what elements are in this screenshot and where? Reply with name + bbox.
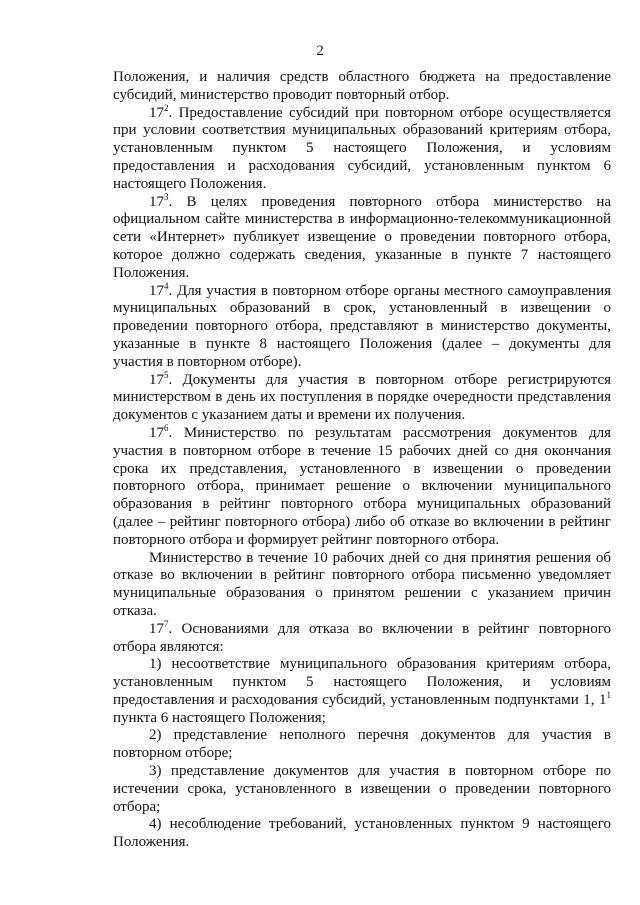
list-item-4 bbox=[113, 816, 611, 852]
clause-number: 17 bbox=[149, 282, 164, 299]
paragraph-text: Министерство в течение 10 рабочих дней со дня принятия решения об отказе во включении в рейтинг повторного отбора письменно уведомляет муниципальные образования о принятом решении с указанием причин отказа. bbox=[113, 549, 611, 619]
subclause-superscript: 1 bbox=[606, 689, 611, 700]
clause-superscript: 4 bbox=[164, 280, 169, 291]
list-item-text: 2) представление неполного перечня документов для участия в повторном отборе; bbox=[113, 727, 611, 762]
paragraph-text: . Основаниями для отказа во включении в рейтинг повторного отбора являются: bbox=[113, 620, 611, 655]
paragraph-text: . Предоставление субсидий при повторном отборе осуществляется при условии соответствия муниципальных образований критериям отбора, установленным пунктом 5 настоящего Положения, и условиям предоставления и расходования субсидий, установленным пунктом 6 настоящего Положения. bbox=[113, 104, 611, 192]
list-item-1 bbox=[113, 656, 611, 727]
list-item-3 bbox=[113, 763, 611, 816]
list-item-text: 1) несоответствие муниципального образования критериям отбора, установленным пунктом 5 настоящего Положения, и условиям предоставления и расходования субсидий, установленным подпунктами 1, 1 bbox=[113, 656, 611, 708]
paragraph-notification bbox=[113, 550, 611, 621]
paragraph-text: . Для участия в повторном отборе органы местного самоуправления муниципальных образований в срок, установленный в извещении о проведении повторного отбора, представляют в министерство документы, указанные в пункте 8 настоящего Положения (далее – документы для участия в повторном отборе). bbox=[113, 282, 611, 370]
clause-superscript: 3 bbox=[164, 191, 169, 202]
clause-superscript: 6 bbox=[164, 422, 169, 433]
clause-number: 17 bbox=[149, 424, 164, 441]
paragraph-continuation bbox=[113, 69, 611, 105]
list-item-text: 3) представление документов для участия в повторном отборе по истечении срока, установленного в извещении о проведении повторного отбора; bbox=[113, 763, 611, 815]
paragraph-text: . Документы для участия в повторном отборе регистрируются министерством в день их поступления в порядке очередности представления документов с указанием даты и времени их получения. bbox=[113, 371, 611, 424]
clause-superscript: 5 bbox=[164, 369, 169, 380]
paragraph-17-4 bbox=[113, 280, 611, 372]
paragraph-text: . В целях проведения повторного отбора министерство на официальном сайте министерства в информационно-телекоммуникационной сети «Интернет» публикует извещение о проведении повторного отбора, которое должно содержать сведения, указанные в пункте 7 настоящего Положения. bbox=[113, 193, 611, 281]
clause-number: 17 bbox=[149, 620, 164, 637]
list-item-2 bbox=[113, 727, 611, 763]
paragraph-17-2 bbox=[113, 102, 611, 194]
document-body bbox=[113, 69, 611, 852]
paragraph-text: Положения, и наличия средств областного бюджета на предоставление субсидий, министерство проводит повторный отбор. bbox=[113, 69, 611, 103]
paragraph-17-5 bbox=[113, 369, 611, 425]
paragraph-17-6 bbox=[113, 422, 611, 550]
clause-superscript: 7 bbox=[164, 618, 169, 629]
list-item-text: 4) несоблюдение требований, установленных пунктом 9 настоящего Положения. bbox=[113, 816, 611, 851]
clause-number: 17 bbox=[149, 104, 164, 121]
paragraph-17-7 bbox=[113, 618, 611, 657]
paragraph-17-3 bbox=[113, 191, 611, 283]
list-item-tail: пункта 6 настоящего Положения; bbox=[113, 709, 326, 726]
paragraph-text: . Министерство по результатам рассмотрения документов для участия в повторном отборе в течение 15 рабочих дней со дня окончания срока их представления, установленного в извещении о проведении повторного отбора, принимает решение о включении муниципального образования в рейтинг повторного отбора муниципальных образований (далее – рейтинг повторного отбора) либо об отказе во включении в рейтинг повторного отбора и формирует рейтинг повторного отбора. bbox=[113, 424, 611, 548]
page-number: 2 bbox=[316, 43, 324, 59]
clause-number: 17 bbox=[149, 193, 164, 210]
clause-superscript: 2 bbox=[164, 102, 169, 113]
clause-number: 17 bbox=[149, 371, 164, 388]
